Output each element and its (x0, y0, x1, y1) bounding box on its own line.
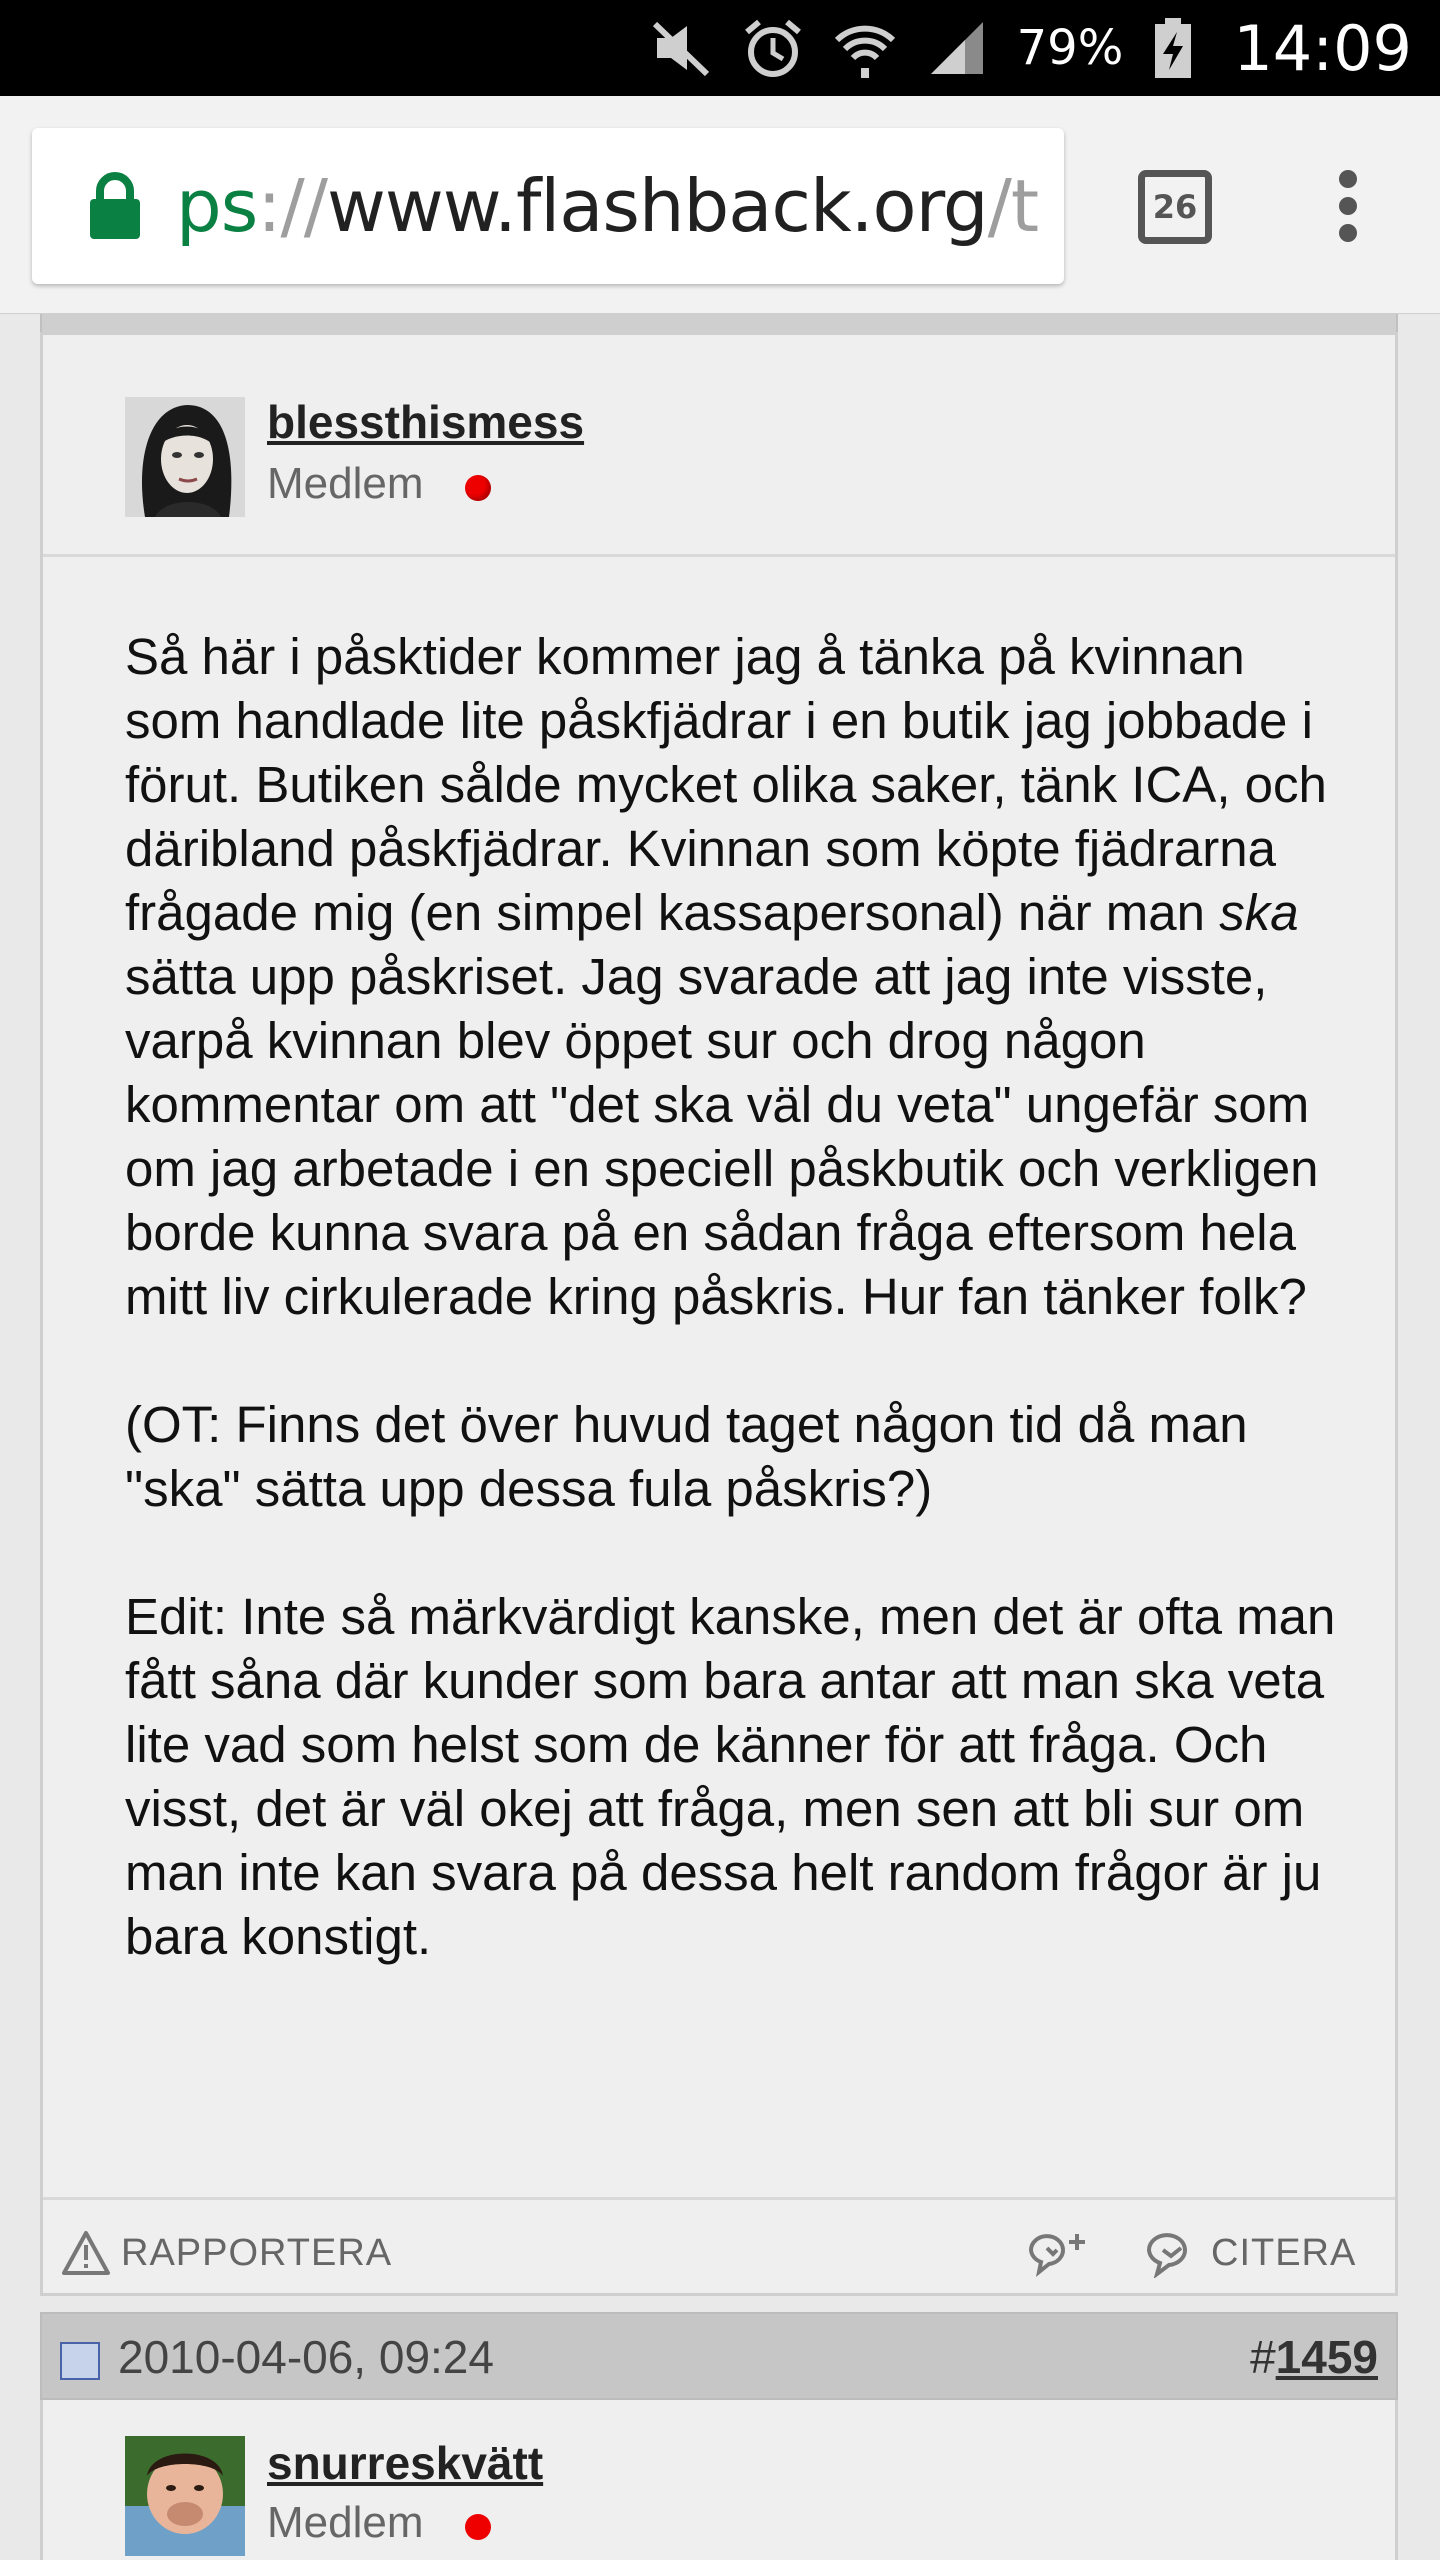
lock-icon (88, 171, 142, 241)
user-title: Medlem (267, 2498, 424, 2547)
avatar[interactable] (125, 397, 245, 517)
alarm-icon (741, 16, 805, 80)
quote-icon (1143, 2228, 1201, 2278)
thanks-icon (1023, 2228, 1093, 2278)
status-bar (0, 0, 1440, 96)
post-paragraph: Edit: Inte så märkvärdigt kanske, men det är ofta man fått såna där kunder som bara antar att man ska veta lite vad som helst som de känner för att fråga. Och visst, det är väl okej att fråga, men sen att bli sur om man inte kan svara på dessa helt random frågor är ju bara konstigt. (125, 1588, 1336, 1965)
clock: 14:09 (1233, 11, 1412, 85)
tab-switcher-button[interactable]: 26 (1138, 170, 1212, 244)
post-body (125, 625, 1345, 2033)
report-button[interactable]: RAPPORTERA (61, 2228, 392, 2278)
avatar[interactable] (125, 2436, 245, 2556)
page-content (0, 314, 1440, 2560)
online-status-icon (465, 2514, 491, 2540)
post-paragraph: (OT: Finns det över huvud taget någon tid då man "ska" sätta upp dessa fula påskris?) (125, 1396, 1248, 1517)
forum-post (40, 332, 1398, 2296)
post-user-info (43, 335, 1395, 557)
user-title: Medlem (267, 459, 424, 508)
next-post-header (40, 2312, 1398, 2400)
battery-charging-icon (1141, 16, 1205, 80)
battery-percent: 79% (1016, 20, 1124, 76)
post-username[interactable]: blessthismess (267, 396, 585, 448)
post-date: 2010-04-06, 09:24 (118, 2331, 494, 2383)
post-number[interactable]: #1459 (1250, 2331, 1378, 2383)
online-status-icon (465, 475, 491, 501)
post-username[interactable]: snurreskvätt (267, 2437, 544, 2489)
next-forum-post (40, 2400, 1398, 2560)
mute-icon (649, 16, 713, 80)
address-bar[interactable] (32, 128, 1064, 284)
signal-icon (925, 16, 989, 80)
warning-icon (61, 2230, 111, 2276)
url-text: ps://www.flashback.org/t (176, 164, 1039, 248)
thanks-button[interactable] (1023, 2228, 1103, 2278)
quote-button[interactable]: CITERA (1143, 2228, 1356, 2278)
overflow-menu-button[interactable] (1328, 166, 1368, 246)
wifi-icon (833, 16, 897, 80)
post-paragraph: Så här i påsktider kommer jag å tänka på kvinnan som handlade lite påskfjädrar i en butik jag jobbade i förut. Butiken sålde mycket olika saker, tänk ICA, och däribland påskfjädrar. Kvinnan som köpte fjädrarna frågade mig (en simpel kassapersonal) när man ska sätta upp påskriset. Jag svarade att jag inte visste, varpå kvinnan blev öppet sur och drog någon kommentar om att "det ska väl du veta" ungefär som om jag arbetade i en speciell påskbutik och verkligen borde kunna svara på en sådan fråga eftersom hela mitt liv cirkulerade kring påskris. Hur fan tänker folk? (125, 628, 1327, 1325)
browser-toolbar (0, 96, 1440, 314)
post-icon (60, 2342, 100, 2380)
post-actions (43, 2197, 1395, 2299)
